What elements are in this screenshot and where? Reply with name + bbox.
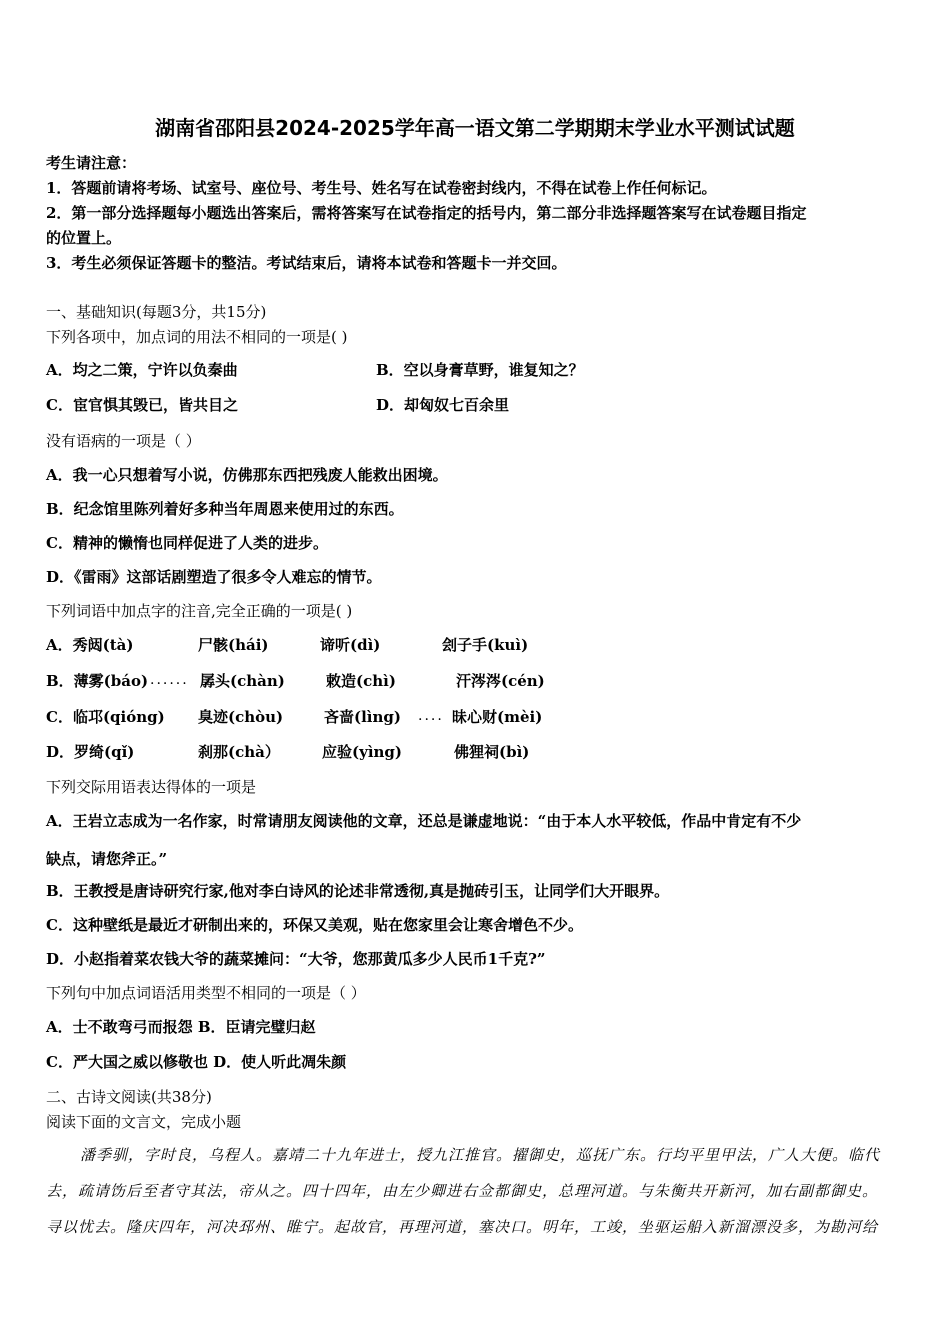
q4-option-b: B．王教授是唐诗研究行家,他对李白诗风的论述非常透彻,真是抛砖引玉，让同学们大开眼界。 — [46, 882, 670, 900]
emphasis-dots: ...... — [150, 672, 189, 688]
q3-d-word-2: 刹那(chà） — [198, 743, 280, 761]
q3-a-word-4: 刽子手(kuì) — [442, 636, 529, 654]
q3-a-word-2: 尸骸(hái) — [198, 636, 269, 654]
section2-intro: 阅读下面的文言文，完成小题 — [46, 1113, 242, 1131]
q1-option-a: A．均之二策，宁许以负秦曲 — [46, 361, 238, 379]
q3-a-word-3: 谛听(dì) — [320, 636, 381, 654]
q4-option-c: C．这种壁纸是最近才研制出来的，环保又美观，贴在您家里会让寒舍增色不少。 — [46, 916, 583, 934]
q3-c-word-3: 吝啬(lìng) — [324, 708, 401, 726]
q4-option-a: A．王岩立志成为一名作家，时常请朋友阅读他的文章，还总是谦虚地说：“由于本人水平较低，作品中肯定有不少 — [46, 812, 802, 830]
q1-option-d: D．却匈奴七百余里 — [376, 396, 510, 414]
q5-stem: 下列句中加点词语活用类型不相同的一项是（ ） — [46, 984, 366, 1002]
section2-heading: 二、古诗文阅读(共38分) — [46, 1088, 212, 1106]
q3-b-word-4: 汗涔涔(cén) — [456, 672, 545, 690]
q3-b-word-2: 孱头(chàn) — [200, 672, 285, 690]
q1-stem: 下列各项中，加点词的用法不相同的一项是( ) — [46, 328, 348, 346]
q4-option-a-cont: 缺点，请您斧正。” — [46, 850, 168, 868]
q2-option-c: C．精神的懒惰也同样促进了人类的进步。 — [46, 534, 328, 552]
passage-line-1: 潘季驯，字时良，乌程人。嘉靖二十九年进士，授九江推官。擢御史，巡抚广东。行均平里甲法，广人大便。临代 — [80, 1146, 881, 1164]
notice-heading: 考生请注意： — [46, 154, 137, 172]
notice-item-2-cont: 的位置上。 — [46, 229, 122, 247]
q2-option-b: B．纪念馆里陈列着好多种当年周恩来使用过的东西。 — [46, 500, 404, 518]
passage-line-2: 去，疏请饬后至者守其法，帝从之。四十四年，由左少卿进右佥都御史，总理河道。与朱衡共开新河，加右副都御史。 — [46, 1182, 879, 1200]
notice-item-3: 3．考生必须保证答题卡的整洁。考试结束后，请将本试卷和答题卡一并交回。 — [46, 254, 567, 272]
q3-c-word-1: C．临邛(qióng) — [46, 708, 165, 726]
q4-stem: 下列交际用语表达得体的一项是 — [46, 778, 257, 796]
section1-heading: 一、基础知识(每题3分，共15分) — [46, 303, 267, 321]
notice-item-1: 1．答题前请将考场、试室号、座位号、考生号、姓名写在试卷密封线内，不得在试卷上作任何标记。 — [46, 179, 717, 197]
q1-option-b: B．空以身膏草野，谁复知之？ — [376, 361, 584, 379]
q3-d-word-3: 应验(yìng) — [322, 743, 403, 761]
q2-stem: 没有语病的一项是（ ） — [46, 432, 201, 450]
q3-a-word-1: A．秀闼(tà) — [46, 636, 134, 654]
q2-option-d: D．《雷雨》这部话剧塑造了很多令人难忘的情节。 — [46, 568, 382, 586]
q5-options-ab: A．士不敢弯弓而报怨 B．臣请完璧归赵 — [46, 1018, 316, 1036]
q3-c-word-2: 臭迹(chòu) — [198, 708, 284, 726]
passage-line-3: 寻以忧去。隆庆四年，河决邳州、睢宁。起故官，再理河道，塞决口。明年，工竣，坐驱运船入新溜漂没多，为勘河给 — [46, 1218, 879, 1236]
q3-b-word-3: 敕造(chì) — [326, 672, 396, 690]
q3-c-word-4: 昧心财(mèi) — [452, 708, 543, 726]
q3-d-word-4: 佛狸祠(bì) — [454, 743, 530, 761]
q3-stem: 下列词语中加点字的注音,完全正确的一项是( ) — [46, 602, 353, 620]
q1-option-c: C．宦官惧其毁已，皆共目之 — [46, 396, 238, 414]
q3-d-word-1: D．罗绮(qǐ) — [46, 743, 135, 761]
page-title: 湖南省邵阳县2024-2025学年高一语文第二学期期末学业水平测试试题 — [155, 116, 795, 140]
emphasis-dots: .... — [418, 708, 444, 724]
q2-option-a: A．我一心只想着写小说，仿佛那东西把残废人能救出困境。 — [46, 466, 448, 484]
q3-b-word-1: B．薄雾(báo) — [46, 672, 149, 690]
q5-options-cd: C．严大国之威以修敬也 D．使人听此凋朱颜 — [46, 1053, 347, 1071]
q4-option-d: D．小赵指着菜农钱大爷的蔬菜摊问：“大爷，您那黄瓜多少人民币1千克?” — [46, 950, 546, 968]
notice-item-2: 2．第一部分选择题每小题选出答案后，需将答案写在试卷指定的括号内，第二部分非选择题答案写在试卷题目指定 — [46, 204, 807, 222]
